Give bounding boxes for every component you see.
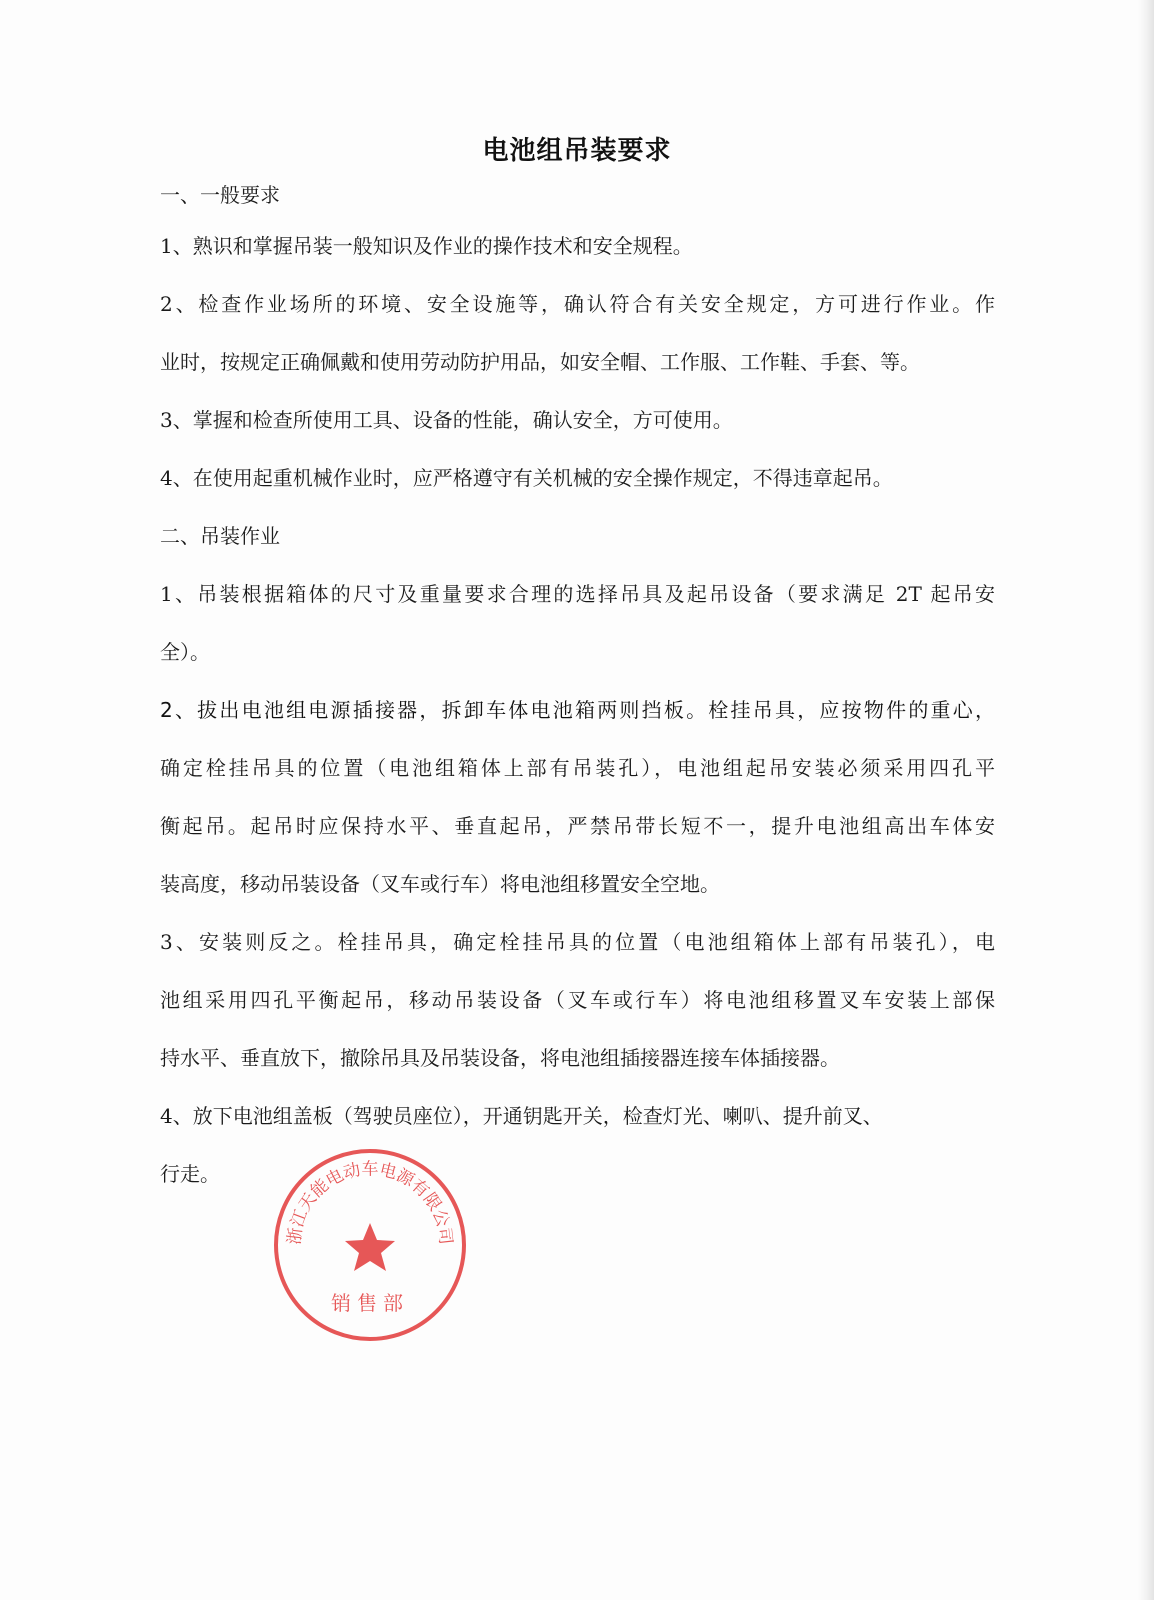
document-title: 电池组吊装要求 (482, 136, 672, 166)
paragraph-line: 1、吊装根据箱体的尺寸及重量要求合理的选择吊具及起吊设备（要求满足 2T 起吊安 (160, 582, 995, 606)
section-heading-general: 一、一般要求 (160, 183, 280, 207)
paragraph-line: 行走。 (160, 1162, 220, 1186)
paragraph-line: 确定栓挂吊具的位置（电池组箱体上部有吊装孔），电池组起吊安装必须采用四孔平 (160, 756, 995, 780)
seal-outer-text: 浙江天能电动车电源有限公司 (284, 1159, 456, 1246)
paragraph-line: 池组采用四孔平衡起吊，移动吊装设备（叉车或行车）将电池组移置叉车安装上部保 (160, 988, 995, 1012)
paragraph-line: 装高度，移动吊装设备（叉车或行车）将电池组移置安全空地。 (160, 872, 720, 896)
section-heading-hoisting: 二、吊装作业 (160, 524, 280, 548)
paragraph-line: 全）。 (160, 640, 210, 664)
paragraph-line: 业时，按规定正确佩戴和使用劳动防护用品，如安全帽、工作服、工作鞋、手套、等。 (160, 350, 920, 374)
paragraph-line: 1、熟识和掌握吊装一般知识及作业的操作技术和安全规程。 (160, 234, 693, 258)
company-seal-stamp (270, 1145, 470, 1345)
star-icon (345, 1223, 395, 1271)
paragraph-line: 衡起吊。起吊时应保持水平、垂直起吊，严禁吊带长短不一，提升电池组高出车体安 (160, 814, 995, 838)
paragraph-line: 3、掌握和检查所使用工具、设备的性能，确认安全，方可使用。 (160, 408, 733, 432)
paragraph-line: 2、检查作业场所的环境、安全设施等，确认符合有关安全规定，方可进行作业。作 (160, 292, 995, 316)
paragraph-line: 4、在使用起重机械作业时，应严格遵守有关机械的安全操作规定，不得违章起吊。 (160, 466, 893, 490)
scan-edge-shadow (1138, 0, 1154, 1600)
paragraph-line: 4、放下电池组盖板（驾驶员座位），开通钥匙开关，检查灯光、喇叭、提升前叉、 (160, 1104, 883, 1128)
paragraph-line: 2、拔出电池组电源插接器，拆卸车体电池箱两则挡板。栓挂吊具，应按物件的重心， (160, 698, 995, 722)
paragraph-line: 3、安装则反之。栓挂吊具，确定栓挂吊具的位置（电池组箱体上部有吊装孔），电 (160, 930, 995, 954)
seal-inner-text: 销售部 (331, 1291, 409, 1315)
paragraph-line: 持水平、垂直放下，撤除吊具及吊装设备，将电池组插接器连接车体插接器。 (160, 1046, 840, 1070)
